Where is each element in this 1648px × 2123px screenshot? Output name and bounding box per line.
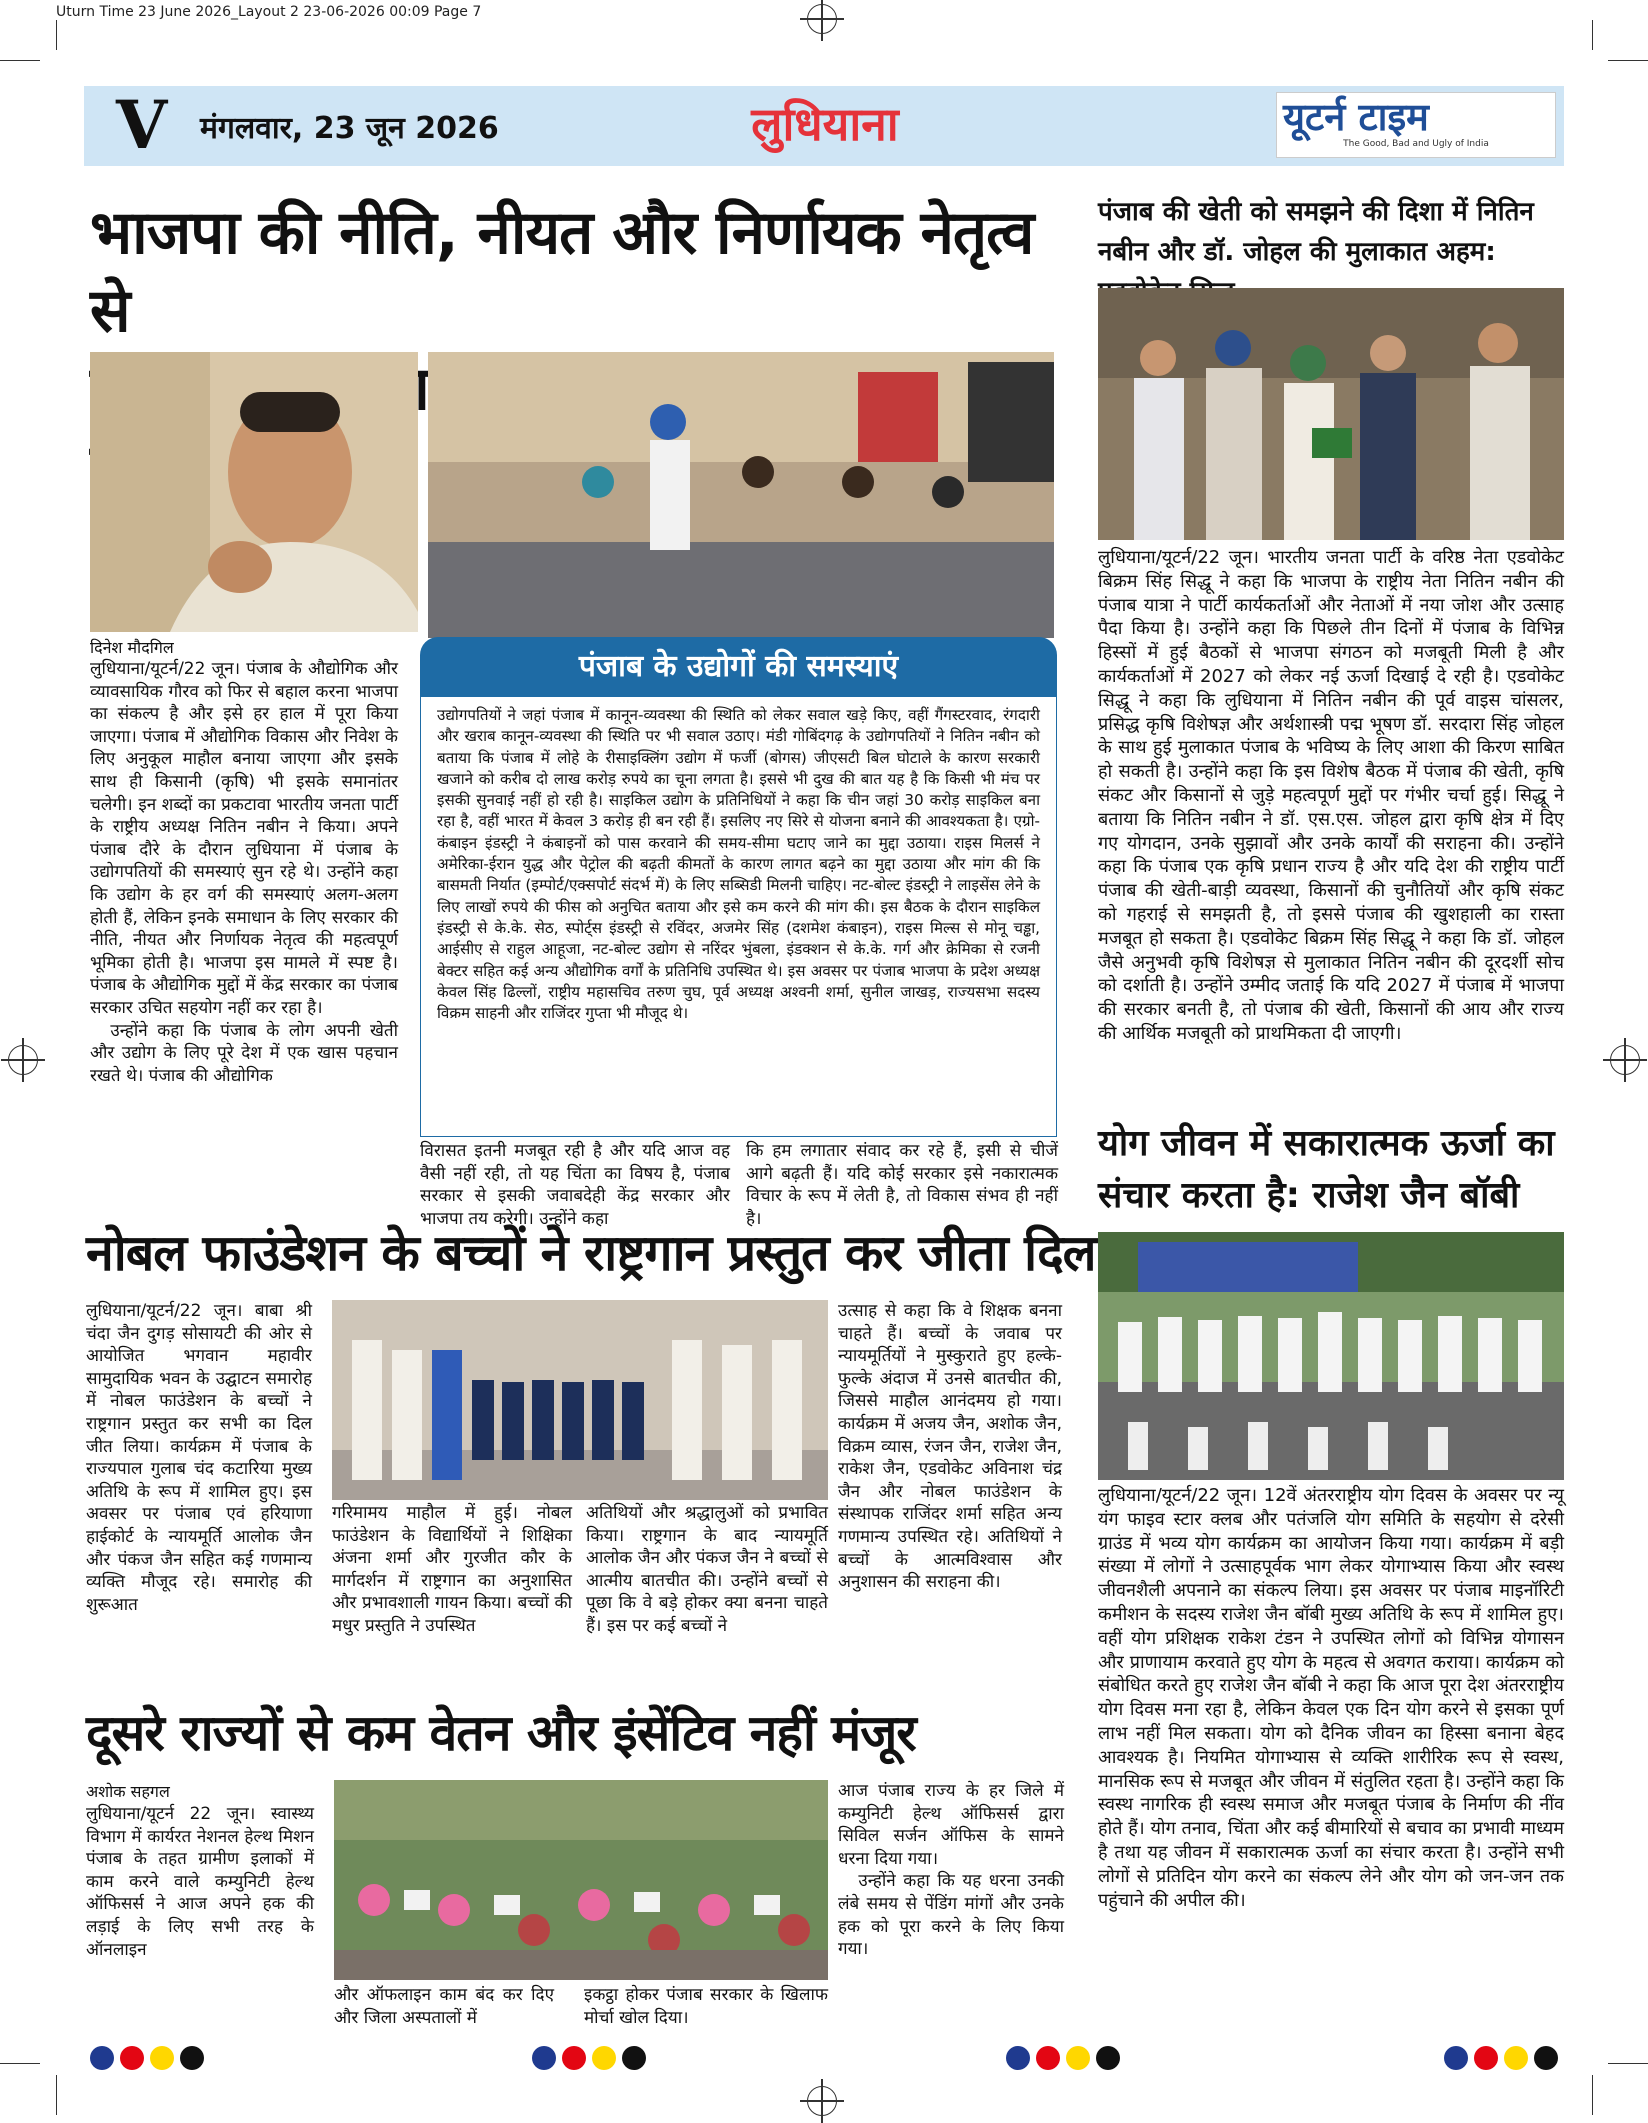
- story3-headline: दूसरे राज्यों से कम वेतन और इंसेंटिव नहीं मंजूर: [86, 1704, 916, 1762]
- registration-mark-icon: [807, 4, 837, 34]
- color-bar-dot-icon: [562, 2046, 586, 2070]
- story2-headline: नोबल फाउंडेशन के बच्चों ने राष्ट्रगान प्रस्तुत कर जीता दिल: [86, 1224, 1096, 1282]
- registration-mark-icon: [807, 2086, 837, 2116]
- lead-col2: विरासत इतनी मजबूत रही है और यदि आज वह वैसी नहीं रही, तो यह चिंता का विषय है, पंजाब सरकार से इसकी जवाबदेही केंद्र सरकार और भाजपा तय करेगी। उन्होंने कहा: [420, 1141, 730, 1229]
- story2-col4: उत्साह से कहा कि वे शिक्षक बनना चाहते हैं। बच्चों के जवाब पर न्यायमूर्तियों ने मुस्कुराते हुए हल्के-फुल्के अंदाज में उनसे बातचीत की, जिससे माहौल आनंदमय हो गया। कार्यक्रम में अजय जैन, अशोक जैन, विक्रम व्यास, रंजन जैन, राजेश जैन, राकेश जैन, एडवोकेट अविनाश चंद्र जैन और नोबल फाउंडेशन के संस्थापक राजिंदर शर्मा सहित अन्य गणमान्य उपस्थित रहे। अतिथियों ने बच्चों के आत्मविश्वास और अनुशासन की सराहना की।: [838, 1301, 1062, 1593]
- story3-byline: अशोक सहगल: [86, 1782, 170, 1801]
- story2-col3: अतिथियों और श्रद्धालुओं को प्रभावित किया। राष्ट्रगान के बाद न्यायमूर्ति आलोक जैन और पंकज जैन ने बच्चों से आत्मीय बातचीत की। उन्होंने बच्चों से पूछा कि वे बड़े होकर क्या बनना चाहते हैं। इस पर कई बच्चों ने: [586, 1503, 828, 1636]
- lead-col1: [90, 658, 398, 1198]
- story2-photo: [332, 1300, 828, 1500]
- right-story1-text: लुधियाना/यूटर्न/22 जून। भारतीय जनता पार्टी के वरिष्ठ नेता एडवोकेट बिक्रम सिंह सिद्धू ने कहा कि भाजपा के राष्ट्रीय नेता नितिन नबीन की पंजाब यात्रा ने पार्टी कार्यकर्ताओं और नेताओं में नया जोश और उत्साह पैदा किया है। उन्होंने कहा कि पिछले तीन दिनों में पंजाब के विभिन्न हिस्सों में हुई बैठकों से भाजपा संगठन को मजबूती मिली है और कार्यकर्ताओं में 2027 को लेकर नई ऊर्जा दिखाई दे रही है। एडवोकेट सिद्धू ने कहा कि लुधियाना में नितिन नबीन की पूर्व वाइस चांसलर, प्रसिद्ध कृषि विशेषज्ञ और अर्थशास्त्री पद्म भूषण डॉ. सरदारा सिंह जोहल के साथ हुई मुलाकात पंजाब के भविष्य के लिए आशा की किरण साबित हो सकती है। उन्होंने कहा कि इस विशेष बैठक में पंजाब की खेती, कृषि संकट और किसानों से जुड़े महत्वपूर्ण मुद्दों पर गंभीर चर्चा हुई। सिद्धू ने बताया कि नितिन नबीन ने डॉ. एस.एस. जोहल द्वारा कृषि क्षेत्र में दिए गए योगदान, उनके सुझावों और उनके कार्यों की सराहना की। उन्होंने कहा कि पंजाब एक कृषि प्रधान राज्य है और यदि देश की राष्ट्रीय पार्टी पंजाब की खेती-बाड़ी व्यवस्था, किसानों की चुनौतियों और कृषि संकट को गहराई से समझती है, तो इससे पंजाब की खुशहाली का रास्ता मजबूत हो सकता है। एडवोकेट बिक्रम सिंह सिद्धू ने कहा कि डॉ. जोहल जैसे अनुभवी कृषि विशेषज्ञ से मुलाकात नितिन नबीन की दूरदर्शी सोच को दर्शाती है। उन्होंने उम्मीद जताई कि यदि 2027 में पंजाब में भाजपा की सरकार बनती है, तो पंजाब की खेती, किसानों की आय और राज्य की आर्थिक मजबूती को प्राथमिकता दी जाएगी।: [1098, 547, 1564, 1044]
- press-slug: Uturn Time 23 June 2026_Layout 2 23-06-2026 00:09 Page 7: [56, 4, 482, 20]
- story3-col4-para: आज पंजाब राज्य के हर जिले में कम्युनिटी हेल्थ ऑफिसर्स द्वारा सिविल सर्जन ऑफिस के सामने धरना दिया गया।: [838, 1781, 1064, 1869]
- story3-col4-para: उन्होंने कहा कि यह धरना उनकी लंबे समय से पेंडिंग मांगों और उनके हक को पूरा करने के लिए किया गया।: [838, 1871, 1064, 1960]
- crop-mark: [56, 20, 57, 50]
- color-bar-dot-icon: [1504, 2046, 1528, 2070]
- right-story2-photo: [1098, 1232, 1564, 1480]
- crop-mark: [56, 2075, 57, 2115]
- story3-col2: और ऑफलाइन काम बंद कर दिए और जिला अस्पतालों में: [334, 1985, 554, 2028]
- lead-headline-line1: भाजपा की नीति, नीयत और निर्णायक नेतृत्व से: [90, 198, 1034, 346]
- sidebar-box-title: पंजाब के उद्योगों की समस्याएं: [420, 637, 1057, 697]
- color-bar-dot-icon: [1474, 2046, 1498, 2070]
- color-bar-dot-icon: [1096, 2046, 1120, 2070]
- story3-col4: [838, 1780, 1064, 2024]
- lead-meeting-photo: [428, 352, 1054, 638]
- lead-col1-para: लुधियाना/यूटर्न/22 जून। पंजाब के औद्योगिक और व्यावसायिक गौरव को फिर से बहाल करना भाजपा का संकल्प है और इसे हर हाल में पूरा किया जाएगा। पंजाब में औद्योगिक विकास और निवेश के लिए अनुकूल माहौल बनाया जाएगा और इसके साथ ही किसानी (कृषि) भी इसके समानांतर चलेगी। इन शब्दों का प्रकटावा भारतीय जनता पार्टी के राष्ट्रीय अध्यक्ष नितिन नबीन ने किया। अपने पंजाब दौरे के दौरान लुधियाना में पंजाब के उद्योगपतियों की समस्याएं सुन रहे थे। उन्होंने कहा कि उद्योग के हर वर्ग की समस्याएं अलग-अलग होती हैं, लेकिन इनके समाधान के लिए सरकार की नीति, नीयत और निर्णायक नेतृत्व की महत्वपूर्ण भूमिका होती है। भाजपा इस मामले में स्पष्ट है। पंजाब के औद्योगिक मुद्दों में केंद्र सरकार का पंजाब सरकार उचित सहयोग नहीं कर रहा है।: [90, 659, 398, 1018]
- registration-mark-icon: [8, 1045, 38, 1075]
- lead-col3: कि हम लगातार संवाद कर रहे हैं, इसी से चीजें आगे बढ़ती हैं। यदि कोई सरकार इसे नकारात्मक विचार के रूप में लेती है, तो विकास संभव ही नहीं है।: [746, 1141, 1058, 1229]
- color-bar-dot-icon: [90, 2046, 114, 2070]
- lead-col1-para: उन्होंने कहा कि पंजाब के लोग अपनी खेती और उद्योग के लिए पूरे देश में एक खास पहचान रखते थे। पंजाब की औद्योगिक: [90, 1020, 398, 1086]
- color-bar-dot-icon: [1066, 2046, 1090, 2070]
- registration-mark-icon: [1610, 1045, 1640, 1075]
- color-bar-left: [90, 2046, 204, 2072]
- color-bar-center-right: [1006, 2046, 1120, 2072]
- page-letter: V: [116, 86, 168, 164]
- color-bar-dot-icon: [1006, 2046, 1030, 2070]
- color-bar-dot-icon: [622, 2046, 646, 2070]
- color-bar-right: [1444, 2046, 1558, 2072]
- story2-col2: गरिमामय माहौल में हुई। नोबल फाउंडेशन के विद्यार्थियों ने शिक्षिका अंजना शर्मा और गुरजीत कौर के मार्गदर्शन में राष्ट्रगान का अनुशासित और प्रभावशाली गायन किया। बच्चों की मधुर प्रस्तुति ने उपस्थित: [332, 1503, 572, 1636]
- story3-col1: लुधियाना/यूटर्न 22 जून। स्वास्थ्य विभाग में कार्यरत नेशनल हेल्थ मिशन पंजाब के तहत ग्रामीण इलाकों में काम करने वाले कम्युनिटी हेल्थ ऑफिसर्स ने आज अपने हक की लड़ाई के लिए सभी तरह के ऑनलाइन: [86, 1804, 314, 1960]
- color-bar-dot-icon: [532, 2046, 556, 2070]
- color-bar-dot-icon: [180, 2046, 204, 2070]
- sidebar-box-text: उद्योगपतियों ने जहां पंजाब में कानून-व्यवस्था की स्थिति को लेकर सवाल खड़े किए, वहीं गैंगस्टरवाद, रंगदारी और खराब कानून-व्यवस्था की स्थिति पर भी सवाल उठाए। मंडी गोबिंदगढ़ के उद्योगपतियों ने नितिन नबीन को बताया कि पंजाब में लोहे के रीसाइक्लिंग उद्योग में फर्जी (बोगस) जीएसटी बिल घोटाले के कारण सरकारी खजाने को करीब दो लाख करोड़ रुपये का चूना लगता है। इससे भी दुख की बात यह है कि किसी भी मंच पर इसकी सुनवाई नहीं हो रही है। साइकिल उद्योग के प्रतिनिधियों ने कहा कि चीन जहां 30 करोड़ साइकिल बना रहा है, वहीं भारत में केवल 3 करोड़ ही बन रही हैं। इसलिए नए सिरे से योजना बनाने की आवश्यकता है। एग्रो-कंबाइन इंडस्ट्री ने कंबाइनों को पास करवाने की समय-सीमा घटाए जाने का मुद्दा उठाया। राइस मिलर्स ने अमेरिका-ईरान युद्ध और पेट्रोल की बढ़ती कीमतों के कारण लागत बढ़ने का मुद्दा उठाया और मांग की कि बासमती निर्यात (इम्पोर्ट/एक्सपोर्ट संदर्भ में) के लिए सब्सिडी मिलनी चाहिए। नट-बोल्ट इंडस्ट्री ने लाइसेंस लेने के लिए लाखों रुपये की फीस को अनुचित बताया और इसे कम करने की मांग की। इस बैठक के दौरान साइकिल इंडस्ट्री से के.के. सेठ, स्पोर्ट्स इंडस्ट्री से रविंदर, अजमेर सिंह (दशमेश कंबाइन), राइस मिल्स से मोनू चड्ढा, आईसीए से राहुल आहूजा, नट-बोल्ट उद्योग से नरिंदर भुंबला, इंडक्शन से के.के. गर्ग और क्रेमिका से रजनी बेक्टर सहित कई अन्य औद्योगिक वर्गों के प्रतिनिधि उपस्थित थे। इस अवसर पर पंजाब भाजपा के प्रदेश अध्यक्ष केवल सिंह ढिल्लों, राष्ट्रीय महासचिव तरुण चुघ, पूर्व अध्यक्ष अश्वनी शर्मा, सुनील जाखड़, राज्यसभा सदस्य विक्रम साहनी और राजिंदर गुप्ता भी मौजूद थे।: [437, 706, 1040, 1023]
- color-bar-dot-icon: [592, 2046, 616, 2070]
- color-bar-dot-icon: [120, 2046, 144, 2070]
- section-name: लुधियाना: [751, 97, 899, 151]
- color-bar-dot-icon: [1534, 2046, 1558, 2070]
- color-bar-dot-icon: [1036, 2046, 1060, 2070]
- issue-date: मंगलवार, 23 जून 2026: [200, 111, 499, 146]
- lead-byline: दिनेश मौदगिल: [90, 638, 174, 657]
- sidebar-box: [420, 697, 1057, 1137]
- color-bar-dot-icon: [1444, 2046, 1468, 2070]
- right-story2-headline: योग जीवन में सकारात्मक ऊर्जा का संचार करता है: राजेश जैन बॉबी: [1098, 1123, 1555, 1216]
- right-story1-photo: [1098, 288, 1564, 540]
- crop-mark: [1608, 60, 1648, 61]
- crop-mark: [1608, 2063, 1648, 2064]
- color-bar-dot-icon: [150, 2046, 174, 2070]
- right-story2-text: लुधियाना/यूटर्न/22 जून। 12वें अंतरराष्ट्रीय योग दिवस के अवसर पर न्यू यंग फाइव स्टार क्लब और पतंजलि योग समिति के सहयोग से दरेसी ग्राउंड में भव्य योग कार्यक्रम का आयोजन किया गया। कार्यक्रम में बड़ी संख्या में लोगों ने उत्साहपूर्वक भाग लेकर योगाभ्यास किया और स्वस्थ जीवनशैली अपनाने का संकल्प लिया। इस अवसर पर पंजाब माइनॉरिटी कमीशन के सदस्य राजेश जैन बॉबी मुख्य अतिथि के रूप में शामिल हुए। वहीं योग प्रशिक्षक राकेश टंडन ने उपस्थित लोगों को विभिन्न योगासन और प्राणायाम करवाते हुए योग के महत्व से अवगत कराया। कार्यक्रम को संबोधित करते हुए राजेश जैन बॉबी ने कहा कि आज पूरा देश अंतरराष्ट्रीय योग दिवस मना रहा है, लेकिन केवल एक दिन योग करने से इसका पूर्ण लाभ नहीं मिल सकता। योग को दैनिक जीवन का हिस्सा बनाना बेहद आवश्यक है। नियमित योगाभ्यास से व्यक्ति शारीरिक रूप से स्वस्थ, मानसिक रूप से मजबूत और जीवन में संतुलित रहता है। उन्होंने कहा कि स्वस्थ नागरिक ही स्वस्थ समाज और मजबूत पंजाब के निर्माण की नींव होते हैं। योग तनाव, चिंता और कई बीमारियों से बचाव का प्रभावी माध्यम है तथा यह जीवन में सकारात्मक ऊर्जा का संचार करता है। उन्होंने सभी लोगों से प्रतिदिन योग करने का संकल्प लेने और योग को जन-जन तक पहुंचाने की अपील की।: [1098, 1485, 1564, 1911]
- story2-col1: लुधियाना/यूटर्न/22 जून। बाबा श्री चंदा जैन दुगड़ सोसायटी की ओर से आयोजित भगवान महावीर सामुदायिक भवन के उद्घाटन समारोह में नोबल फाउंडेशन के बच्चों ने राष्ट्रगान प्रस्तुत कर सभी का दिल जीत लिया। कार्यक्रम में पंजाब के राज्यपाल गुलाब चंद कटारिया मुख्य अतिथि के रूप में शामिल हुए। इस अवसर पर पंजाब एवं हरियाणा हाईकोर्ट के न्यायमूर्ति आलोक जैन और पंकज जैन सहित कई गणमान्य व्यक्ति मौजूद रहे। समारोह की शुरूआत: [86, 1301, 312, 1615]
- logo-text: यूटर्न टाइम: [1283, 95, 1429, 139]
- newspaper-logo: [1276, 92, 1556, 158]
- crop-mark: [0, 60, 40, 61]
- lead-portrait-photo: [90, 352, 418, 632]
- crop-mark: [1592, 20, 1593, 50]
- right-story1-headline: पंजाब की खेती को समझने की दिशा में नितिन नबीन और डॉ. जोहल की मुलाकात अहम:: [1098, 197, 1534, 267]
- story3-photo: [334, 1780, 828, 1980]
- logo-tagline: The Good, Bad and Ugly of India: [1343, 139, 1489, 149]
- story3-col3: इकट्ठा होकर पंजाब सरकार के खिलाफ मोर्चा खोल दिया।: [584, 1985, 828, 2028]
- crop-mark: [1592, 2075, 1593, 2115]
- color-bar-center-left: [532, 2046, 646, 2072]
- crop-mark: [0, 2063, 40, 2064]
